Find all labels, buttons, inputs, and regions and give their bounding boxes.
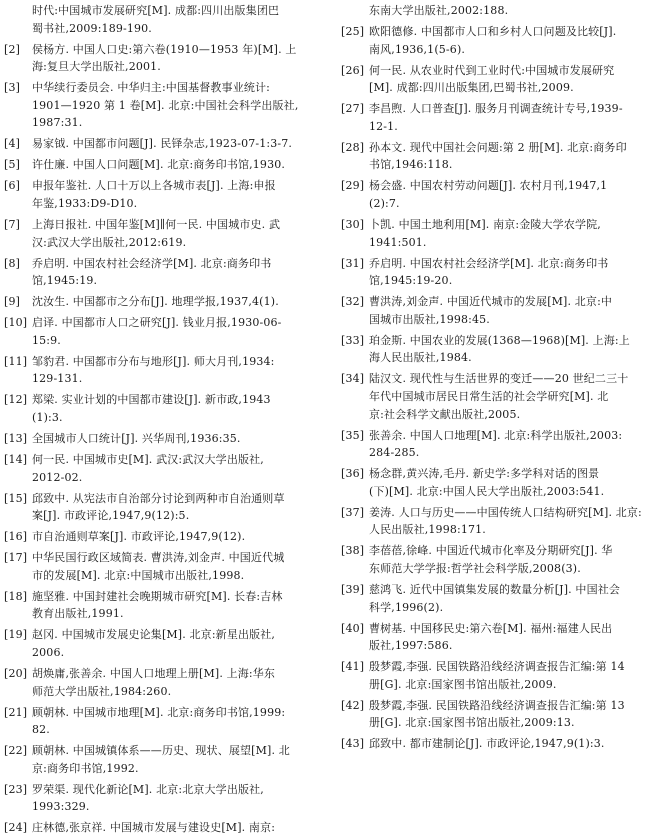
reference-entry xyxy=(0,819,318,837)
reference-line: 殷梦霞,李强. 民国铁路沿线经济调查报告汇编:第 13 xyxy=(369,698,625,712)
reference-number: [2] xyxy=(4,42,21,56)
reference-entry xyxy=(337,177,654,212)
reference-entry xyxy=(337,332,654,367)
reference-line: 郑梁. 实业计划的中国都市建设[J]. 新市政,1943 xyxy=(32,393,271,407)
reference-line: 李昌煦. 人口普查[J]. 服务月刊调查统计专号,1939- xyxy=(369,102,623,116)
reference-line: 珀金斯. 中国农业的发展(1368—1968)[M]. 上海:上 xyxy=(369,333,630,347)
reference-line: 书馆,1946:118. xyxy=(369,158,453,172)
reference-text xyxy=(32,177,318,212)
reference-text xyxy=(32,255,318,290)
reference-entry xyxy=(0,293,318,311)
reference-text xyxy=(32,528,318,546)
reference-line: 1987:31. xyxy=(32,116,83,130)
reference-text xyxy=(369,216,654,251)
reference-text xyxy=(369,23,654,58)
reference-line: 教育出版社,1991. xyxy=(32,607,124,621)
reference-entry xyxy=(0,216,318,251)
reference-line: 年代中国城市居民日常生活的社会学研究[M]. 北 xyxy=(369,389,609,403)
reference-number: [5] xyxy=(4,158,21,172)
reference-line: 顾朝林. 中国城镇体系——历史、现状、展望[M]. 北 xyxy=(32,744,290,758)
reference-line: 顾朝林. 中国城市地理[M]. 北京:商务印书馆,1999: xyxy=(32,705,286,719)
reference-text xyxy=(32,490,318,525)
reference-entry xyxy=(0,704,318,739)
reference-entry xyxy=(0,665,318,700)
reference-number: [11] xyxy=(4,354,28,368)
reference-entry xyxy=(0,430,318,448)
reference-line: 杨念群,黄兴涛,毛丹. 新史学:多学科对话的图景 xyxy=(369,467,600,481)
reference-line: 杨会盛. 中国农村劳动问题[J]. 农村月刊,1947,1 xyxy=(369,179,608,193)
reference-line: 师范大学出版社,1984:260. xyxy=(32,684,172,698)
reference-number: [43] xyxy=(341,737,365,751)
reference-number: [18] xyxy=(4,589,28,603)
reference-line: 乔启明. 中国农村社会经济学[M]. 北京:商务印书 xyxy=(32,256,272,270)
reference-line: 时代:中国城市发展研究[M]. 成都:四川出版集团巴 xyxy=(32,4,280,17)
reference-number: [15] xyxy=(4,491,28,505)
reference-line: 海:复旦大学出版社,2001. xyxy=(32,60,161,74)
reference-number: [39] xyxy=(341,583,365,596)
reference-line: 罗荣渠. 现代化新论[M]. 北京:北京大学出版社, xyxy=(32,782,264,796)
reference-text xyxy=(32,781,318,816)
reference-number: [28] xyxy=(341,140,365,154)
reference-number: [36] xyxy=(341,467,365,481)
reference-number: [8] xyxy=(4,256,21,270)
reference-number: [14] xyxy=(4,453,28,466)
reference-line: 2006. xyxy=(32,645,65,659)
reference-number: [21] xyxy=(4,705,28,719)
reference-text xyxy=(369,658,654,693)
reference-number: [37] xyxy=(341,505,365,519)
reference-number: [41] xyxy=(341,660,365,674)
reference-entry xyxy=(337,216,654,251)
reference-line: 南风,1936,1(5-6). xyxy=(369,42,466,56)
reference-number: [24] xyxy=(4,821,28,835)
reference-entry xyxy=(337,2,654,20)
reference-number: [10] xyxy=(4,316,28,330)
reference-text xyxy=(32,588,318,623)
reference-line: 汉:武汉大学出版社,2012:619. xyxy=(32,235,187,249)
reference-number: [35] xyxy=(341,428,365,442)
reference-line: 何一民. 中国城市史[M]. 武汉:武汉大学出版社, xyxy=(32,453,264,466)
reference-line: 许仕廉. 中国人口问题[M]. 北京:商务印书馆,1930. xyxy=(32,158,286,172)
reference-line: 129-131. xyxy=(32,372,83,386)
reference-entry xyxy=(0,156,318,174)
reference-line: [M]. 成都:四川出版集团,巴蜀书社,2009. xyxy=(369,81,574,95)
reference-line: 科学,1996(2). xyxy=(369,600,444,614)
reference-text xyxy=(369,427,654,462)
reference-line: 启译. 中国都市人口之研究[J]. 钱业月报,1930-06- xyxy=(32,316,282,330)
reference-line: 姜涛. 人口与历史——中国传统人口结构研究[M]. 北京: xyxy=(369,505,642,519)
reference-number: [4] xyxy=(4,137,21,151)
reference-line: 1993:329. xyxy=(32,800,90,814)
reference-number: [13] xyxy=(4,432,28,445)
reference-entry xyxy=(337,427,654,462)
reference-number: [19] xyxy=(4,628,28,642)
reference-entry xyxy=(337,697,654,732)
reference-text xyxy=(369,542,654,577)
reference-number: [33] xyxy=(341,333,365,347)
reference-text xyxy=(32,391,318,426)
reference-line: 欧阳德修. 中国都市人口和乡村人口问题及比较[J]. xyxy=(369,25,617,38)
reference-line: 册[G]. 北京:国家图书馆出版社,2009. xyxy=(369,677,557,691)
reference-text xyxy=(32,2,318,37)
reference-number: [12] xyxy=(4,393,28,407)
reference-line: 案[J]. 市政评论,1947,9(12):5. xyxy=(32,509,190,523)
reference-line: 侯杨方. 中国人口史:第六卷(1910—1953 年)[M]. 上 xyxy=(32,42,297,56)
reference-entry xyxy=(0,353,318,388)
reference-text xyxy=(369,100,654,135)
reference-entry xyxy=(0,451,318,486)
reference-text xyxy=(369,581,654,616)
reference-line: 1941:501. xyxy=(369,235,427,249)
reference-entry xyxy=(0,79,318,132)
reference-number: [32] xyxy=(341,295,365,309)
reference-number: [17] xyxy=(4,551,28,565)
reference-text xyxy=(369,62,654,97)
reference-number: [31] xyxy=(341,256,365,270)
reference-text xyxy=(369,139,654,174)
reference-line: (2):7. xyxy=(369,196,400,210)
reference-text xyxy=(32,626,318,661)
reference-line: 沈汝生. 中国都市之分布[J]. 地理学报,1937,4(1). xyxy=(32,295,279,309)
reference-entry xyxy=(0,177,318,212)
reference-entry xyxy=(0,781,318,816)
reference-entry xyxy=(337,23,654,58)
reference-entry xyxy=(337,255,654,290)
reference-line: 1901—1920 第 1 卷[M]. 北京:中国社会科学出版社, xyxy=(32,98,299,112)
reference-line: 胡焕庸,张善余. 中国人口地理上册[M]. 上海:华东 xyxy=(32,667,276,680)
reference-number: [25] xyxy=(341,25,365,38)
reference-entry xyxy=(0,742,318,777)
reference-line: 中华续行委员会. 中华归主:中国基督教事业统计: xyxy=(32,81,271,95)
reference-line: 上海日报社. 中国年鉴[M]∥何一民. 中国城市史. 武 xyxy=(32,218,281,231)
reference-line: 人民出版社,1998:171. xyxy=(369,523,486,537)
reference-entry xyxy=(0,490,318,525)
reference-entry xyxy=(0,528,318,546)
reference-text xyxy=(369,620,654,655)
reference-text xyxy=(32,451,318,486)
reference-line: 东师范大学学报:哲学社会科学版,2008(3). xyxy=(369,561,581,575)
reference-line: 施坚雅. 中国封建社会晚期城市研究[M]. 长春:吉林 xyxy=(32,589,283,603)
reference-line: 馆,1945:19. xyxy=(32,274,98,288)
reference-line: (1):3. xyxy=(32,410,63,424)
reference-entry xyxy=(0,588,318,623)
reference-line: 市的发展[M]. 北京:中国城市出版社,1998. xyxy=(32,568,245,582)
reference-text xyxy=(32,135,318,153)
reference-text xyxy=(369,2,654,20)
reference-text xyxy=(32,704,318,739)
reference-line: 何一民. 从农业时代到工业时代:中国城市发展研究 xyxy=(369,63,615,77)
reference-line: 2012-02. xyxy=(32,470,83,484)
reference-text xyxy=(32,79,318,132)
reference-line: 京:社会科学文献出版社,2005. xyxy=(369,407,521,421)
reference-line: 市自治通则草案[J]. 市政评论,1947,9(12). xyxy=(32,530,246,544)
reference-number: [29] xyxy=(341,179,365,193)
reference-text xyxy=(369,255,654,290)
reference-line: 孙本文. 现代中国社会问题:第 2 册[M]. 北京:商务印 xyxy=(369,140,627,154)
reference-entry xyxy=(337,620,654,655)
reference-line: 庄林德,张京祥. 中国城市发展与建设史[M]. 南京: xyxy=(32,821,276,835)
reference-text xyxy=(369,293,654,328)
reference-entry xyxy=(0,41,318,76)
reference-text xyxy=(32,156,318,174)
reference-number: [27] xyxy=(341,102,365,116)
reference-line: 乔启明. 中国农村社会经济学[M]. 北京:商务印书 xyxy=(369,256,609,270)
reference-line: 殷梦霞,李强. 民国铁路沿线经济调查报告汇编:第 14 xyxy=(369,660,625,674)
reference-entry xyxy=(337,370,654,423)
reference-text xyxy=(369,332,654,367)
reference-number: [42] xyxy=(341,698,365,712)
reference-line: 15:9. xyxy=(32,333,61,347)
reference-number: [38] xyxy=(341,544,365,558)
reference-entry xyxy=(0,135,318,153)
reference-entry xyxy=(0,626,318,661)
reference-line: 东南大学出版社,2002:188. xyxy=(369,4,509,17)
reference-text xyxy=(32,314,318,349)
reference-number: [26] xyxy=(341,63,365,77)
reference-text xyxy=(369,465,654,500)
reference-entry xyxy=(337,293,654,328)
reference-text xyxy=(369,735,654,753)
reference-entry xyxy=(337,581,654,616)
reference-number: [9] xyxy=(4,295,21,309)
reference-number: [16] xyxy=(4,530,28,544)
reference-line: 京:商务印书馆,1992. xyxy=(32,761,139,775)
reference-entry xyxy=(337,504,654,539)
reference-line: 版社,1997:586. xyxy=(369,639,453,653)
reference-text xyxy=(32,353,318,388)
reference-entry xyxy=(337,100,654,135)
reference-text xyxy=(369,697,654,732)
reference-line: 中华民国行政区域简表. 曹洪涛,刘金声. 中国近代城 xyxy=(32,551,285,565)
reference-text xyxy=(32,549,318,584)
reference-number: [7] xyxy=(4,218,21,231)
reference-line: 馆,1945:19-20. xyxy=(369,274,453,288)
reference-entry xyxy=(337,735,654,753)
reference-line: 慈鸿飞. 近代中国镇集发展的数量分析[J]. 中国社会 xyxy=(369,583,621,596)
reference-number: [6] xyxy=(4,179,21,193)
reference-number: [20] xyxy=(4,667,28,680)
reference-line: 284-285. xyxy=(369,446,420,460)
reference-entry xyxy=(337,658,654,693)
reference-line: 蜀书社,2009:189-190. xyxy=(32,21,152,35)
reference-text xyxy=(369,504,654,539)
reference-entry xyxy=(337,139,654,174)
reference-text xyxy=(369,370,654,423)
reference-line: 邱致中. 从宪法市自治部分讨论到两种市自治通则草 xyxy=(32,491,285,505)
reference-line: 82. xyxy=(32,723,50,737)
reference-entry xyxy=(0,255,318,290)
reference-line: 李蓓蓓,徐峰. 中国近代城市化率及分期研究[J]. 华 xyxy=(369,544,613,558)
reference-line: 年鉴,1933:D9-D10. xyxy=(32,196,138,210)
reference-line: (下)[M]. 北京:中国人民大学出版社,2003:541. xyxy=(369,484,605,498)
reference-line: 国城市出版社,1998:45. xyxy=(369,312,490,326)
reference-line: 赵冈. 中国城市发展史论集[M]. 北京:新星出版社, xyxy=(32,628,276,642)
reference-number: [40] xyxy=(341,621,365,635)
reference-entry xyxy=(0,391,318,426)
reference-line: 张善余. 中国人口地理[M]. 北京:科学出版社,2003: xyxy=(369,428,623,442)
reference-number: [3] xyxy=(4,81,21,95)
reference-entry xyxy=(337,62,654,97)
reference-line: 卜凯. 中国土地利用[M]. 南京:金陵大学农学院, xyxy=(369,218,601,231)
reference-text xyxy=(32,216,318,251)
reference-entry xyxy=(0,549,318,584)
reference-number: [22] xyxy=(4,744,28,758)
reference-entry xyxy=(337,542,654,577)
reference-text xyxy=(32,665,318,700)
reference-number: [34] xyxy=(341,372,365,386)
reference-number: [23] xyxy=(4,782,28,796)
reference-line: 全国城市人口统计[J]. 兴华周刊,1936:35. xyxy=(32,432,241,445)
reference-text xyxy=(32,41,318,76)
reference-line: 申报年鉴社. 人口十万以上各城市表[J]. 上海:申报 xyxy=(32,179,276,193)
reference-line: 海人民出版社,1984. xyxy=(369,351,472,365)
reference-text xyxy=(32,819,318,837)
reference-entry xyxy=(0,2,318,37)
reference-line: 12-1. xyxy=(369,119,398,133)
reference-entry xyxy=(0,314,318,349)
reference-line: 邹豹君. 中国都市分布与地形[J]. 师大月刊,1934: xyxy=(32,354,275,368)
reference-line: 曹树基. 中国移民史:第六卷[M]. 福州:福建人民出 xyxy=(369,621,613,635)
reference-text xyxy=(32,293,318,311)
reference-entry xyxy=(337,465,654,500)
reference-line: 陆汉文. 现代性与生活世界的变迁——20 世纪二三十 xyxy=(369,372,629,386)
reference-line: 邱致中. 都市建制论[J]. 市政评论,1947,9(1):3. xyxy=(369,737,605,751)
reference-line: 册[G]. 北京:国家图书馆出版社,2009:13. xyxy=(369,716,575,730)
reference-number: [30] xyxy=(341,218,365,231)
reference-line: 曹洪涛,刘金声. 中国近代城市的发展[M]. 北京:中 xyxy=(369,295,613,309)
reference-line: 易家钺. 中国都市问题[J]. 民铎杂志,1923-07-1:3-7. xyxy=(32,137,293,151)
reference-text xyxy=(32,430,318,448)
reference-text xyxy=(369,177,654,212)
reference-text xyxy=(32,742,318,777)
